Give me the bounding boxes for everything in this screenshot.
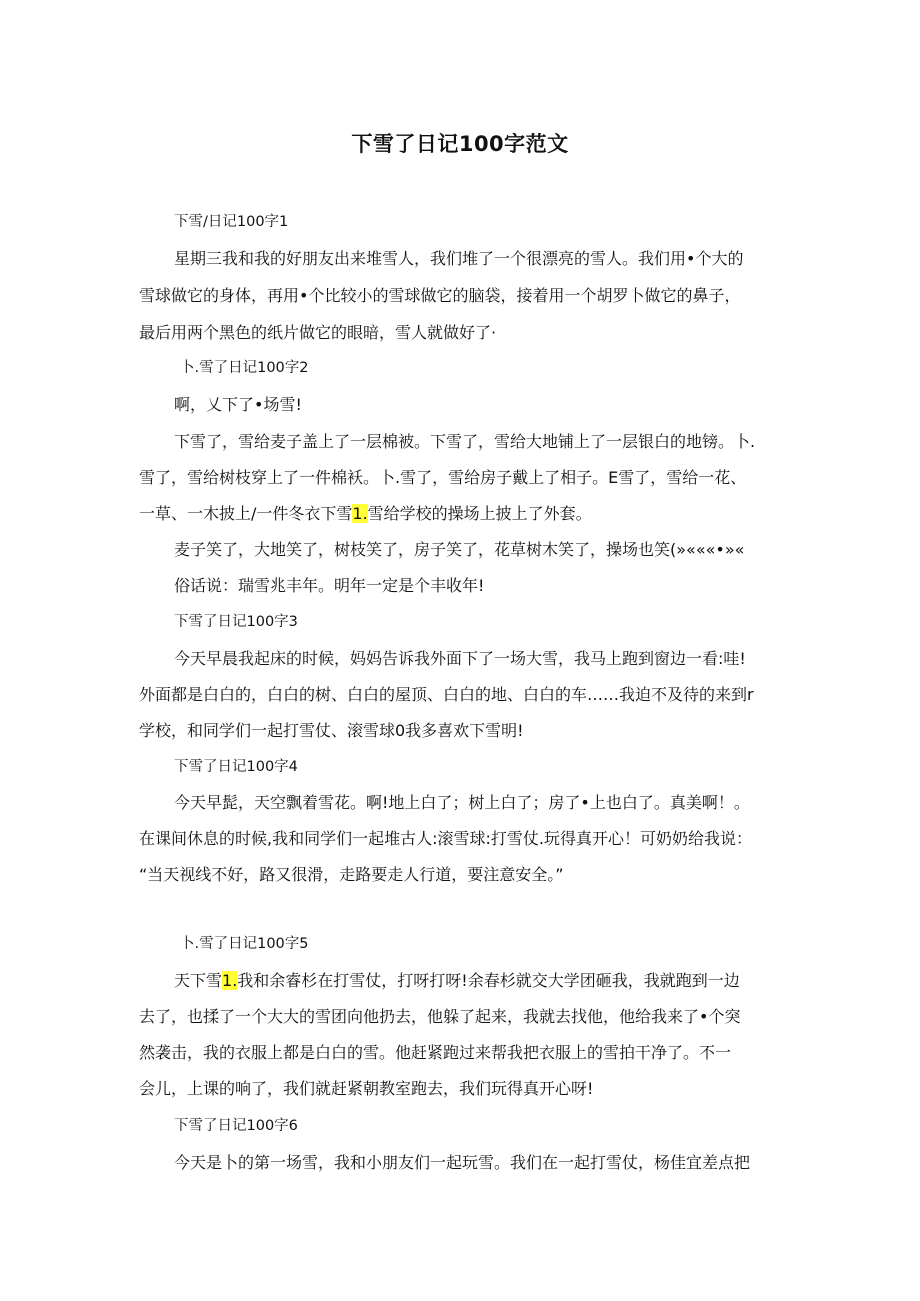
paragraph-line: 雪了，雪给树枝穿上了一件棉袄。卜.雪了，雪给房子戴上了相子。E雪了，雪给一花、 (139, 468, 747, 487)
paragraph-line: 最后用两个黑色的纸片做它的眼暗，雪人就做好了· (139, 323, 497, 342)
line-text: 雪给学校的操场上披上了外套。 (367, 504, 592, 523)
section-heading-6: 下雪了日记100字6 (174, 1118, 298, 1134)
paragraph-line: 今天早晨我起床的时候，妈妈告诉我外面下了一场大雪，我马上跑到窗边一看:哇! (174, 649, 746, 668)
paragraph-line: “当天视线不好，路又很滑，走路要走人行道，要注意安全。” (139, 865, 564, 884)
paragraph-line: 星期三我和我的好朋友出来堆雪人，我们堆了一个很漂亮的雪人。我们用•个大的 (174, 249, 744, 268)
section-heading-2: 卜.雪了日记100字2 (180, 360, 309, 376)
paragraph-line (174, 970, 740, 992)
section-heading-1: 下雪/日记100字1 (174, 214, 289, 230)
paragraph-line: 麦子笑了，大地笑了，树枝笑了，房子笑了，花草树木笑了，操场也笑(»«««•»« (174, 540, 745, 559)
paragraph-line: 今天是卜的第一场雪，我和小朋友们一起玩雪。我们在一起打雪仗，杨佳宜差点把 (174, 1153, 751, 1172)
paragraph-line: 啊，乂下了•场雪! (174, 395, 302, 414)
section-heading-4: 下雪了日记100字4 (174, 759, 298, 775)
line-text: 我和余睿杉在打雪仗，打呀打呀!余春杉就交大学团砸我，我就跑到一边 (237, 971, 740, 990)
paragraph-line (139, 503, 592, 525)
line-text: 天下雪 (174, 971, 223, 990)
highlight-mark: 1. (352, 504, 368, 523)
paragraph-line: 下雪了，雪给麦子盖上了一层棉被。下雪了，雪给大地铺上了一层银白的地镑。卜. (174, 432, 756, 451)
line-text: 一草、一木披上/一件冬衣下雪 (139, 504, 353, 523)
paragraph-line: 去了，也揉了一个大大的雪团向他扔去，他躲了起来，我就去找他，他给我来了•个突 (139, 1007, 741, 1026)
paragraph-line: 今天早髭，天空飘着雪花。啊!地上白了；树上白了；房了•上也白了。真美啊！。 (174, 793, 750, 812)
section-heading-5: 卜.雪了日记100字5 (180, 936, 309, 952)
paragraph-line: 会儿，上课的响了，我们就赶紧朝教室跑去，我们玩得真开心呀! (139, 1079, 594, 1098)
document-title: 下雪了日记100字范文 (351, 132, 569, 156)
paragraph-line: 俗话说：瑞雪兆丰年。明年一定是个丰收年! (174, 576, 485, 595)
paragraph-line: 外面都是白白的，白白的树、白白的屋顶、白白的地、白白的车……我迫不及待的来到r (139, 685, 754, 704)
paragraph-line: 然袭击，我的衣服上都是白白的雪。他赶紧跑过来帮我把衣服上的雪拍干净了。不一 (139, 1043, 732, 1062)
paragraph-line: 学校，和同学们一起打雪仗、滚雪球0我多喜欢下雪明! (139, 721, 524, 740)
section-heading-3: 下雪了日记100字3 (174, 614, 298, 630)
highlight-mark: 1. (222, 971, 238, 990)
paragraph-line: 在课间休息的时候,我和同学们一起堆古人:滚雪球:打雪仗.玩得真开心！可奶奶给我说： (139, 829, 752, 848)
paragraph-line: 雪球做它的身体，再用•个比较小的雪球做它的脑袋，接着用一个胡罗卜做它的鼻子， (139, 286, 741, 305)
